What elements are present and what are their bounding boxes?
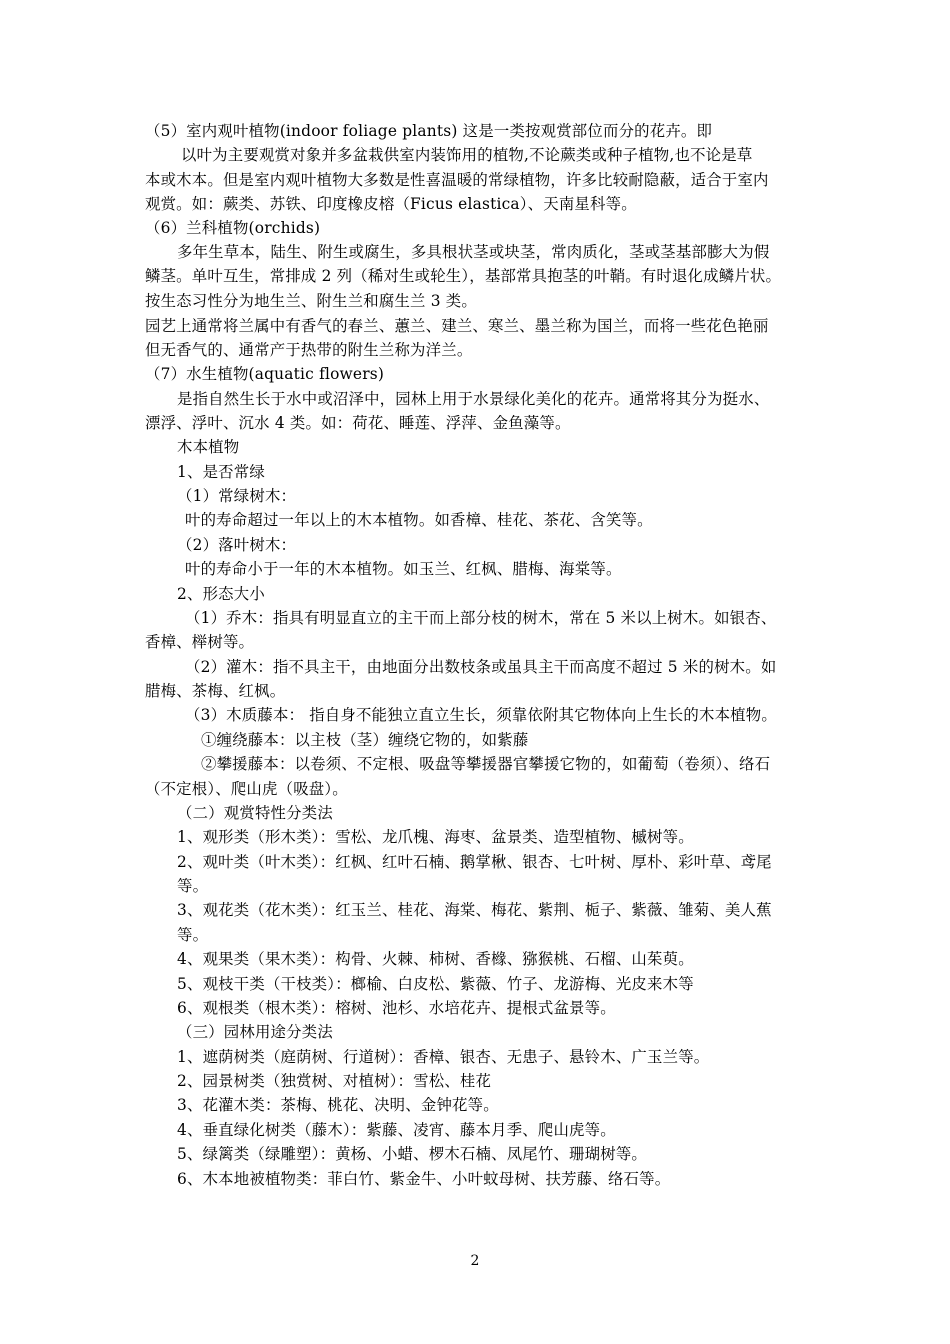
text-line: （2）灌木：指不具主干，由地面分出数枝条或虽具主干而高度不超过 5 米的树木。如 (185, 658, 777, 676)
text-line: 以叶为主要观赏对象并多盆栽供室内装饰用的植物,不论蕨类或种子植物,也不论是草 (181, 146, 753, 164)
text-line: 1、是否常绿 (177, 463, 265, 481)
text-line: （7）水生植物(aquatic flowers) (145, 365, 385, 383)
text-line: 木本植物 (177, 438, 240, 456)
text-line: （3）木质藤本： 指自身不能独立直立生长，须靠依附其它物体向上生长的木本植物。 (185, 706, 777, 724)
text-line: 6、木本地被植物类：菲白竹、紫金牛、小叶蚊母树、扶芳藤、络石等。 (177, 1170, 671, 1188)
text-line: （1）常绿树木： (177, 487, 297, 505)
text-line: （三）园林用途分类法 (177, 1023, 333, 1041)
text-line: 1、遮荫树类（庭荫树、行道树）：香樟、银杏、无患子、悬铃木、广玉兰等。 (177, 1048, 710, 1066)
text-line: 2、园景树类（独赏树、对植树）：雪松、桂花 (177, 1072, 492, 1090)
text-line: 叶的寿命超过一年以上的木本植物。如香樟、桂花、茶花、含笑等。 (185, 511, 653, 529)
text-line: 但无香气的、通常产于热带的附生兰称为洋兰。 (145, 341, 473, 359)
text-line: 6、观根类（根木类）：榕树、池杉、水培花卉、提根式盆景等。 (177, 999, 616, 1017)
text-line: 2、观叶类（叶木类）：红枫、红叶石楠、鹅掌楸、银杏、七叶树、厚朴、彩叶草、鸢尾 (177, 853, 772, 871)
text-line: 是指自然生长于水中或沼泽中，园林上用于水景绿化美化的花卉。通常将其分为挺水、 (177, 390, 770, 408)
text-line: 叶的寿命小于一年的木本植物。如玉兰、红枫、腊梅、海棠等。 (185, 560, 622, 578)
text-line: 4、观果类（果木类）：构骨、火棘、柿树、香橼、猕猴桃、石榴、山茱萸。 (177, 950, 694, 968)
text-line: 多年生草本，陆生、附生或腐生，多具根状茎或块茎，常肉质化，茎或茎基部膨大为假 (177, 243, 770, 261)
text-line: 腊梅、茶梅、红枫。 (145, 682, 286, 700)
text-line: （1）乔木：指具有明显直立的主干而上部分枝的树木，常在 5 米以上树木。如银杏、 (185, 609, 777, 627)
text-line: 3、观花类（花木类）：红玉兰、桂花、海棠、梅花、紫荆、栀子、紫薇、雏菊、美人蕉 (177, 901, 772, 919)
text-line: 5、绿篱类（绿雕塑）：黄杨、小蜡、椤木石楠、凤尾竹、珊瑚树等。 (177, 1145, 648, 1163)
page-number: 2 (470, 1253, 480, 1269)
text-line: （5）室内观叶植物(indoor foliage plants) 这是一类按观赏部位而分的花卉。即 (145, 122, 713, 140)
text-line: 漂浮、浮叶、沉水 4 类。如：荷花、睡莲、浮萍、金鱼藻等。 (145, 414, 571, 432)
text-line: 观赏。如：蕨类、苏铁、印度橡皮榕（Ficus elastica）、天南星科等。 (145, 195, 637, 213)
text-line: （二）观赏特性分类法 (177, 804, 333, 822)
text-line: （不定根）、爬山虎（吸盘）。 (145, 780, 348, 798)
text-line: （6）兰科植物(orchids) (145, 219, 321, 237)
text-line: 等。 (177, 877, 209, 895)
text-line: 本或木本。但是室内观叶植物大多数是性喜温暖的常绿植物，许多比较耐隐蔽，适合于室内 (145, 171, 769, 189)
text-line: 鳞茎。单叶互生，常排成 2 列（稀对生或轮生），基部常具抱茎的叶鞘。有时退化成鳞片状。 (145, 267, 782, 285)
text-line: （2）落叶树木： (177, 536, 297, 554)
text-line: 4、垂直绿化树类（藤木）：紫藤、凌宵、藤本月季、爬山虎等。 (177, 1121, 616, 1139)
text-line: 香樟、榉树等。 (145, 633, 255, 651)
text-line: 园艺上通常将兰属中有香气的春兰、蕙兰、建兰、寒兰、墨兰称为国兰，而将一些花色艳丽 (145, 317, 769, 335)
text-line: 按生态习性分为地生兰、附生兰和腐生兰 3 类。 (145, 292, 477, 310)
text-line: 1、观形类（形木类）：雪松、龙爪槐、海枣、盆景类、造型植物、槭树等。 (177, 828, 694, 846)
text-line: 等。 (177, 926, 209, 944)
text-line: 3、花灌木类：茶梅、桃花、决明、金钟花等。 (177, 1096, 499, 1114)
text-line: 5、观枝干类（干枝类）：榔榆、白皮松、紫薇、竹子、龙游梅、光皮来木等 (177, 975, 694, 993)
text-line: ①缠绕藤本：以主枝（茎）缠绕它物的，如紫藤 (201, 731, 529, 749)
text-line: ②攀援藤本：以卷须、不定根、吸盘等攀援器官攀援它物的，如葡萄（卷须）、络石 (201, 755, 771, 773)
text-line: 2、形态大小 (177, 585, 265, 603)
